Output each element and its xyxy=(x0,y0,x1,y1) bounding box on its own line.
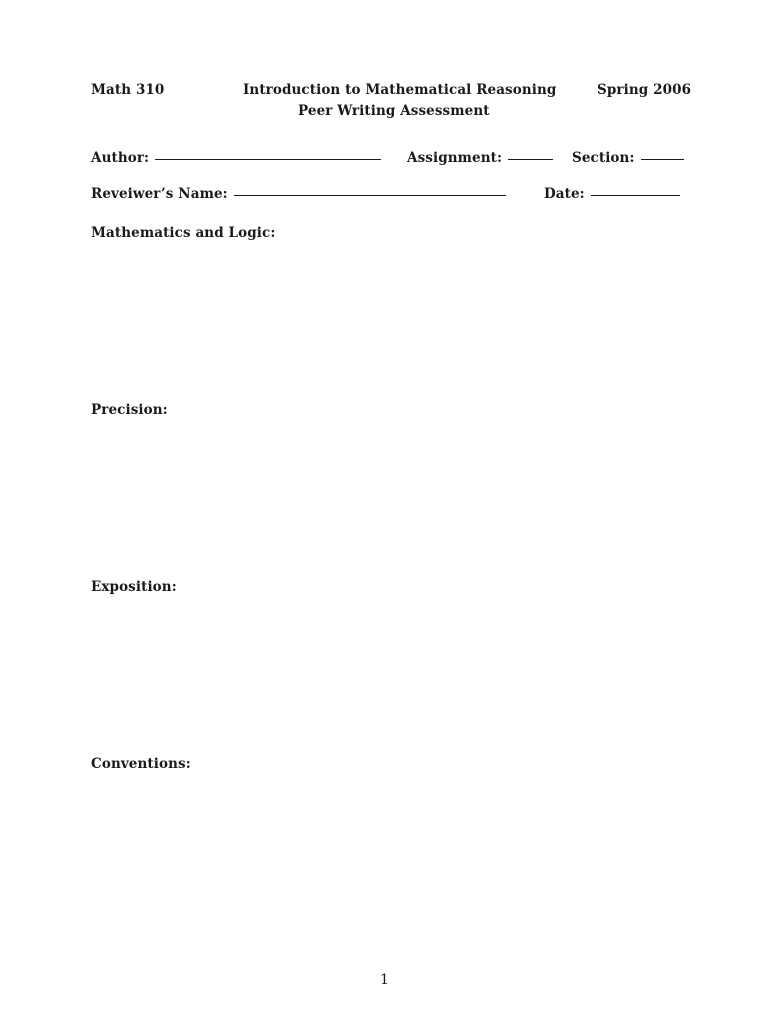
assignment-field xyxy=(407,150,553,166)
section-heading-conventions: Conventions: xyxy=(91,756,191,772)
term: Spring 2006 xyxy=(597,82,692,98)
assignment-blank[interactable] xyxy=(508,158,553,160)
author-field xyxy=(91,150,381,166)
author-label: Author: xyxy=(91,150,150,166)
date-label: Date: xyxy=(544,186,585,202)
section-heading-math-logic: Mathematics and Logic: xyxy=(91,225,276,241)
section-blank[interactable] xyxy=(641,158,684,160)
course-code: Math 310 xyxy=(91,82,165,98)
section-heading-precision: Precision: xyxy=(91,402,168,418)
date-blank[interactable] xyxy=(591,194,680,196)
section-heading-exposition: Exposition: xyxy=(91,579,177,595)
assignment-label: Assignment: xyxy=(407,150,503,166)
document-subtitle: Peer Writing Assessment xyxy=(298,103,490,119)
section-label: Section: xyxy=(572,150,635,166)
section-field xyxy=(572,150,684,166)
page-number: 1 xyxy=(380,972,389,988)
author-blank[interactable] xyxy=(155,158,381,160)
document-title: Introduction to Mathematical Reasoning xyxy=(243,82,557,98)
date-field xyxy=(544,186,680,202)
reviewer-label: Reveiwer’s Name: xyxy=(91,186,228,202)
reviewer-field xyxy=(91,186,506,202)
reviewer-blank[interactable] xyxy=(234,194,506,196)
